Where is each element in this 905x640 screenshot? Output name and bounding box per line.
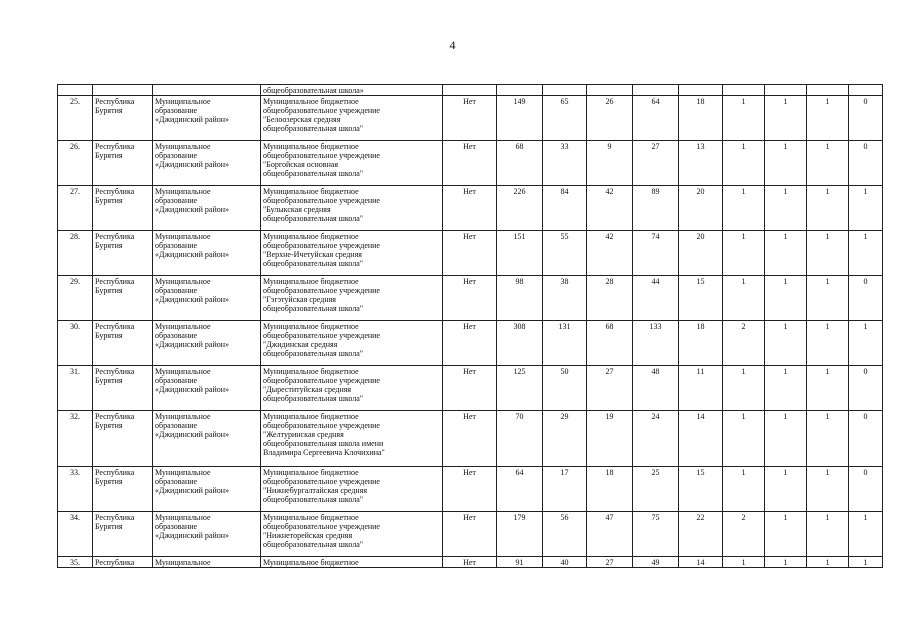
region-cell [93,321,153,366]
school-name-cell-line: общеобразовательная школа" [263,394,364,403]
value-cell-v2: 84 [543,186,587,231]
value-cell-v1: 226 [497,186,543,231]
flag-cell: Нет [443,512,497,557]
row-number-cell: 27. [58,186,93,231]
flag-cell: Нет [443,557,497,568]
value-cell-v9: 1 [849,557,883,568]
region-cell-line: Бурятия [95,151,123,160]
value-cell-v3: 68 [587,321,633,366]
value-cell-v1: 91 [497,557,543,568]
school-name-cell [261,231,443,276]
value-cell-v6: 1 [723,231,765,276]
school-name-cell-line: общеобразовательная школа" [263,349,364,358]
table-row [58,557,883,568]
value-cell-v5: 18 [679,321,723,366]
value-cell-v8: 1 [807,557,849,568]
region-cell-line: Республика [95,142,135,151]
value-cell-v8: 1 [807,276,849,321]
value-cell-v8: 1 [807,231,849,276]
table-row [58,186,883,231]
value-cell-v9: 0 [849,467,883,512]
value-cell-v3: 26 [587,96,633,141]
region-cell-line: Республика [95,322,135,331]
municipality-cell [153,366,261,411]
school-name-cell-line: Муниципальное бюджетное [263,322,359,331]
school-name-cell-line: общеобразовательное учреждение [263,196,380,205]
school-name-cell-line: общеобразовательная школа" [263,214,364,223]
school-name-cell-line: "Белоозерская средняя [263,115,341,124]
row-number-cell: 30. [58,321,93,366]
municipality-cell [153,231,261,276]
region-cell-line: Бурятия [95,286,123,295]
school-name-cell-line: "Боргойская основная [263,160,339,169]
value-cell-v9: 0 [849,276,883,321]
municipality-cell [153,186,261,231]
flag-cell: Нет [443,231,497,276]
value-cell-v1: 70 [497,411,543,467]
municipality-cell-line: «Джидинский район» [155,531,230,540]
value-cell-v6: 1 [723,411,765,467]
value-cell-v8: 1 [807,512,849,557]
row-number-cell: 25. [58,96,93,141]
municipality-cell [153,141,261,186]
school-name-cell [261,186,443,231]
value-cell-v4: 133 [633,321,679,366]
value-cell-v9: 1 [849,186,883,231]
school-name-cell-line: Муниципальное бюджетное [263,412,359,421]
value-cell-v3: 42 [587,186,633,231]
value-cell-v3: 42 [587,231,633,276]
municipality-cell-line: «Джидинский район» [155,250,230,259]
municipality-cell-line: образование [155,477,198,486]
region-cell [93,141,153,186]
value-cell-v4: 75 [633,512,679,557]
value-cell-v6: 1 [723,467,765,512]
row-number-cell: 34. [58,512,93,557]
value-cell-v8: 1 [807,366,849,411]
region-cell [93,231,153,276]
school-name-cell-line: Муниципальное бюджетное [263,277,359,286]
value-cell-v7: 1 [765,96,807,141]
value-cell-v3: 18 [587,467,633,512]
value-cell-v2: 29 [543,411,587,467]
value-cell-v2: 17 [543,467,587,512]
region-cell [93,512,153,557]
school-name-cell-line: "Дыреституйская средняя [263,385,352,394]
municipality-cell-line: Муниципальное [155,468,211,477]
region-cell [93,276,153,321]
school-name-cell-line: "Булыкская средняя [263,205,331,214]
value-cell-v8: 1 [807,186,849,231]
region-cell-line: Бурятия [95,421,123,430]
municipality-cell-line: «Джидинский район» [155,295,230,304]
school-name-cell-line: "Верхне-Ичетуйская средняя [263,250,362,259]
value-cell-v5: 14 [679,557,723,568]
value-cell-v2: 56 [543,512,587,557]
row-number-cell: 35. [58,557,93,568]
region-cell [93,411,153,467]
value-cell-v2: 55 [543,231,587,276]
value-cell-v1: 98 [497,276,543,321]
value-cell-v6: 2 [723,512,765,557]
value-cell-v9: 1 [849,231,883,276]
value-cell-v4: 64 [633,96,679,141]
school-name-cell-line: Муниципальное бюджетное [263,97,359,106]
table-row [58,366,883,411]
region-cell-line: Республика [95,513,135,522]
municipality-cell-line: образование [155,196,198,205]
region-cell [93,467,153,512]
table-row [58,276,883,321]
value-cell-v2: 131 [543,321,587,366]
value-cell-v9: 1 [849,512,883,557]
municipality-cell-line: «Джидинский район» [155,486,230,495]
municipality-cell-line: образование [155,286,198,295]
flag-cell: Нет [443,321,497,366]
row-number-cell: 28. [58,231,93,276]
value-cell-v7: 1 [765,411,807,467]
value-cell-v2: 40 [543,557,587,568]
school-name-cell-line: Владимира Сергеевича Клочихина" [263,448,385,457]
value-cell-v5: 20 [679,186,723,231]
value-cell-v2: 38 [543,276,587,321]
value-cell-v5: 20 [679,231,723,276]
municipality-cell-line: образование [155,106,198,115]
table-row [58,467,883,512]
municipality-cell [153,512,261,557]
value-cell-v9: 1 [849,321,883,366]
table-row [58,411,883,467]
school-name-cell-line: общеобразовательное учреждение [263,151,380,160]
region-cell [93,557,153,568]
region-cell-line: Республика [95,412,135,421]
municipality-cell [153,467,261,512]
continuation-row [58,85,883,96]
school-name-cell [261,321,443,366]
region-cell-line: Бурятия [95,331,123,340]
region-cell-line: Республика [95,187,135,196]
value-cell-v2: 33 [543,141,587,186]
municipality-cell-line: образование [155,151,198,160]
region-cell-line: Бурятия [95,106,123,115]
value-cell-v1: 125 [497,366,543,411]
value-cell-v5: 18 [679,96,723,141]
municipality-cell [153,411,261,467]
region-cell-line: Республика [95,367,135,376]
school-name-cell [261,276,443,321]
value-cell-v1: 68 [497,141,543,186]
school-name-cell [261,411,443,467]
school-name-cell-line: общеобразовательная школа имени [263,439,384,448]
value-cell-v5: 15 [679,467,723,512]
school-name-cell-line: общеобразовательное учреждение [263,376,380,385]
municipality-cell-line: образование [155,331,198,340]
value-cell-v3: 9 [587,141,633,186]
value-cell-v7: 1 [765,141,807,186]
school-name-cell-line: общеобразовательная школа" [263,259,364,268]
value-cell-v7: 1 [765,231,807,276]
region-cell-line: Республика [95,277,135,286]
table-row [58,141,883,186]
school-name-cell-line: общеобразовательная школа" [263,304,364,313]
municipality-cell-line: Муниципальное [155,367,211,376]
row-number-cell: 33. [58,467,93,512]
value-cell-v3: 47 [587,512,633,557]
value-cell-v4: 74 [633,231,679,276]
region-cell-line: Бурятия [95,376,123,385]
school-name-cell-line: "Нижнебургалтайская средняя [263,486,368,495]
value-cell-v8: 1 [807,467,849,512]
row-number-cell: 29. [58,276,93,321]
flag-cell: Нет [443,141,497,186]
value-cell-v6: 1 [723,96,765,141]
municipality-cell [153,96,261,141]
schools-table [57,84,883,568]
region-cell-line: Бурятия [95,522,123,531]
table-body [58,85,883,568]
value-cell-v9: 0 [849,411,883,467]
value-cell-v9: 0 [849,96,883,141]
municipality-cell-line: Муниципальное [155,97,211,106]
value-cell-v2: 50 [543,366,587,411]
region-cell-line: Республика [95,97,135,106]
school-name-cell-line: общеобразовательная школа" [263,124,364,133]
school-name-cell [261,557,443,568]
value-cell-v5: 14 [679,411,723,467]
value-cell-v6: 1 [723,141,765,186]
school-name-cell-line: Муниципальное бюджетное [263,367,359,376]
school-name-cell-line: "Нижнеторейская средняя [263,531,353,540]
municipality-cell-line: Муниципальное [155,187,211,196]
value-cell-v4: 49 [633,557,679,568]
value-cell-v4: 89 [633,186,679,231]
municipality-cell-line: «Джидинский район» [155,340,230,349]
municipality-cell-line: Муниципальное [155,142,211,151]
value-cell-v7: 1 [765,366,807,411]
value-cell-v7: 1 [765,467,807,512]
municipality-cell-line: Муниципальное [155,412,211,421]
region-cell-line: Республика [95,558,135,567]
value-cell-v1: 308 [497,321,543,366]
municipality-cell-line: Муниципальное [155,513,211,522]
value-cell-v3: 27 [587,366,633,411]
row-number-cell: 26. [58,141,93,186]
municipality-cell-line: образование [155,241,198,250]
value-cell-v7: 1 [765,512,807,557]
continuation-cell: общеобразовательная школа» [261,85,443,96]
municipality-cell [153,276,261,321]
school-name-cell-line: Муниципальное бюджетное [263,513,359,522]
school-name-cell [261,366,443,411]
value-cell-v8: 1 [807,321,849,366]
region-cell [93,366,153,411]
value-cell-v5: 13 [679,141,723,186]
school-name-cell [261,512,443,557]
municipality-cell-line: Муниципальное [155,232,211,241]
table-row [58,231,883,276]
value-cell-v3: 19 [587,411,633,467]
page-number: 4 [449,38,456,52]
school-name-cell [261,467,443,512]
value-cell-v1: 64 [497,467,543,512]
region-cell-line: Бурятия [95,241,123,250]
school-name-cell-line: общеобразовательное учреждение [263,241,380,250]
value-cell-v1: 151 [497,231,543,276]
region-cell-line: Республика [95,232,135,241]
value-cell-v5: 15 [679,276,723,321]
school-name-cell-line: общеобразовательное учреждение [263,477,380,486]
value-cell-v6: 1 [723,276,765,321]
municipality-cell-line: образование [155,522,198,531]
municipality-cell [153,321,261,366]
region-cell [93,96,153,141]
value-cell-v8: 1 [807,96,849,141]
school-name-cell [261,96,443,141]
value-cell-v6: 1 [723,557,765,568]
value-cell-v7: 1 [765,557,807,568]
school-name-cell-line: общеобразовательное учреждение [263,421,380,430]
school-name-cell-line: общеобразовательное учреждение [263,106,380,115]
flag-cell: Нет [443,96,497,141]
value-cell-v4: 25 [633,467,679,512]
value-cell-v4: 44 [633,276,679,321]
value-cell-v8: 1 [807,411,849,467]
municipality-cell-line: Муниципальное [155,322,211,331]
flag-cell: Нет [443,186,497,231]
value-cell-v9: 0 [849,366,883,411]
table-row [58,96,883,141]
value-cell-v3: 28 [587,276,633,321]
table-row [58,512,883,557]
school-name-cell-line: общеобразовательная школа" [263,169,364,178]
municipality-cell-line: «Джидинский район» [155,430,230,439]
school-name-cell-line: "Джидинская средняя [263,340,338,349]
value-cell-v4: 27 [633,141,679,186]
school-name-cell-line: общеобразовательное учреждение [263,331,380,340]
value-cell-v3: 27 [587,557,633,568]
value-cell-v7: 1 [765,186,807,231]
row-number-cell: 31. [58,366,93,411]
municipality-cell-line: «Джидинский район» [155,160,230,169]
value-cell-v4: 24 [633,411,679,467]
school-name-cell-line: Муниципальное бюджетное [263,232,359,241]
flag-cell: Нет [443,366,497,411]
school-name-cell-line: общеобразовательное учреждение [263,286,380,295]
value-cell-v5: 22 [679,512,723,557]
school-name-cell-line: "Желтуринская средняя [263,430,344,439]
value-cell-v6: 1 [723,366,765,411]
school-name-cell-line: Муниципальное бюджетное [263,558,359,567]
value-cell-v9: 0 [849,141,883,186]
flag-cell: Нет [443,276,497,321]
school-name-cell-line: общеобразовательная школа" [263,540,364,549]
municipality-cell-line: «Джидинский район» [155,115,230,124]
value-cell-v6: 1 [723,186,765,231]
region-cell-line: Бурятия [95,477,123,486]
table-row [58,321,883,366]
municipality-cell-line: Муниципальное [155,277,211,286]
school-name-cell-line: общеобразовательное учреждение [263,522,380,531]
value-cell-v2: 65 [543,96,587,141]
region-cell-line: Бурятия [95,196,123,205]
value-cell-v1: 149 [497,96,543,141]
municipality-cell [153,557,261,568]
school-name-cell [261,141,443,186]
value-cell-v5: 11 [679,366,723,411]
value-cell-v6: 2 [723,321,765,366]
region-cell [93,186,153,231]
municipality-cell-line: Муниципальное [155,558,211,567]
value-cell-v1: 179 [497,512,543,557]
school-name-cell-line: общеобразовательная школа" [263,495,364,504]
value-cell-v7: 1 [765,276,807,321]
value-cell-v4: 48 [633,366,679,411]
school-name-cell-line: Муниципальное бюджетное [263,468,359,477]
flag-cell: Нет [443,411,497,467]
value-cell-v7: 1 [765,321,807,366]
school-name-cell-line: Муниципальное бюджетное [263,187,359,196]
municipality-cell-line: образование [155,376,198,385]
school-name-cell-line: Муниципальное бюджетное [263,142,359,151]
region-cell-line: Республика [95,468,135,477]
municipality-cell-line: «Джидинский район» [155,385,230,394]
municipality-cell-line: «Джидинский район» [155,205,230,214]
row-number-cell: 32. [58,411,93,467]
municipality-cell-line: образование [155,421,198,430]
flag-cell: Нет [443,467,497,512]
value-cell-v8: 1 [807,141,849,186]
school-name-cell-line: "Гэгэтуйская средняя [263,295,336,304]
